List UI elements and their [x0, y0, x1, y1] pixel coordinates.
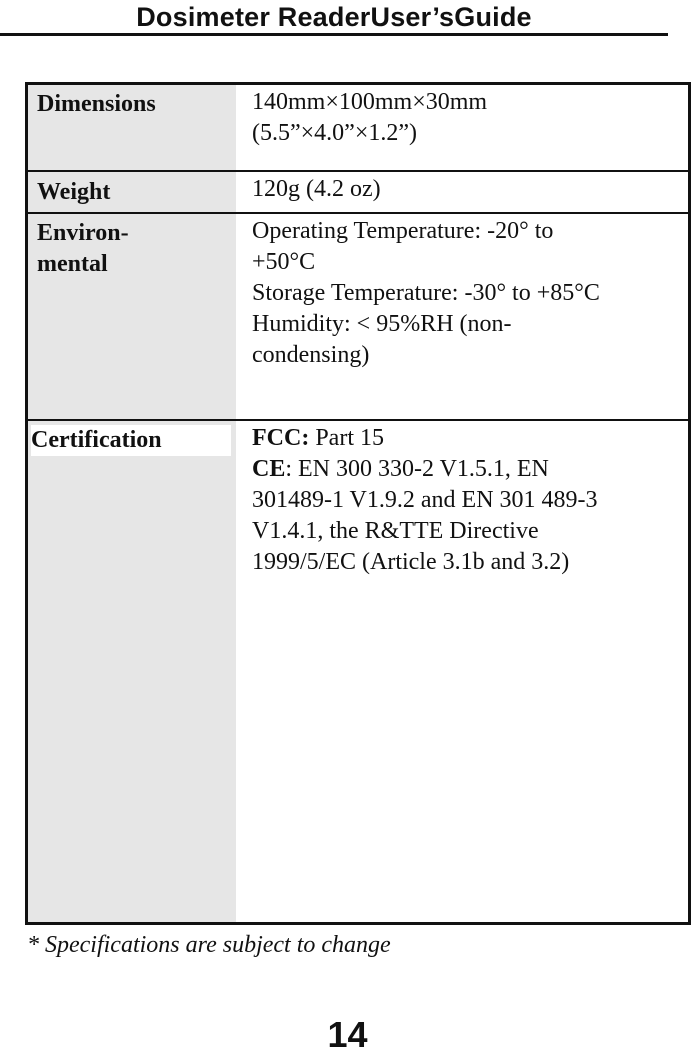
ce-line — [252, 454, 684, 485]
dimensions-imperial: (5.5”×4.0”×1.2”) — [252, 120, 418, 146]
environmental-line: Operating Temperature: -20° to — [252, 218, 554, 244]
environmental-line: Storage Temperature: -30° to +85°C — [252, 280, 600, 306]
environmental-line: Humidity: < 95%RH (non- — [252, 311, 512, 337]
environmental-line: +50°C — [252, 249, 316, 275]
environmental-label-line-2: mental — [37, 251, 108, 277]
environmental-label-line-1: Environ- — [37, 220, 129, 246]
fcc-label: FCC: — [252, 425, 310, 451]
table-row-certification — [28, 421, 688, 925]
specifications-table — [25, 82, 691, 925]
page-number: 14 — [327, 1014, 368, 1055]
table-row-environmental — [28, 214, 688, 421]
table-row-weight — [28, 172, 688, 214]
weight-label: Weight — [37, 179, 111, 205]
ce-line: V1.4.1, the R&TTE Directive — [252, 518, 539, 544]
ce-label: CE — [252, 456, 286, 482]
dimensions-label: Dimensions — [37, 91, 156, 117]
dimensions-value — [252, 87, 684, 149]
fcc-line — [252, 423, 684, 454]
fcc-value: Part 15 — [309, 425, 384, 451]
environmental-label — [37, 218, 129, 280]
specifications-footnote: * Specifications are subject to change — [27, 932, 391, 958]
weight-value: 120g (4.2 oz) — [252, 176, 381, 202]
ce-value: : EN 300 330-2 V1.5.1, EN — [285, 456, 549, 482]
ce-line: 301489-1 V1.9.2 and EN 301 489-3 — [252, 487, 598, 513]
environmental-value — [252, 216, 684, 371]
table-row-dimensions — [28, 85, 688, 172]
header-divider — [0, 33, 668, 36]
certification-value — [252, 423, 684, 578]
dimensions-metric: 140mm×100mm×30mm — [252, 89, 488, 115]
document-title: Dosimeter ReaderUser’sGuide — [136, 2, 532, 32]
ce-line: 1999/5/EC (Article 3.1b and 3.2) — [252, 549, 570, 575]
environmental-line: condensing) — [252, 342, 370, 368]
certification-label: Certification — [31, 425, 231, 456]
